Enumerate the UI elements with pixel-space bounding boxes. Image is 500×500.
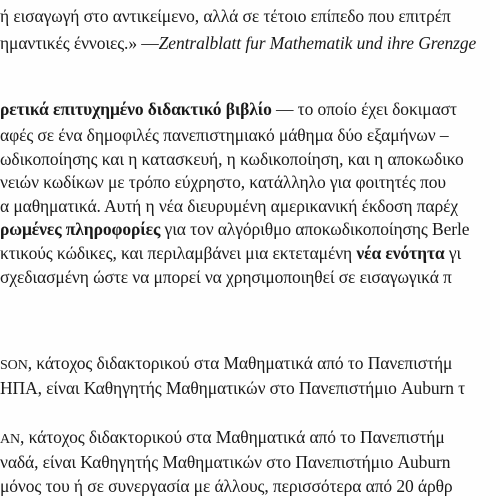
author-2-line-1 [0,427,445,450]
description-line-8 [0,267,452,287]
quote-source: Zentralblatt fur Mathematik und ihre Grenzge [158,33,477,53]
description-line-4 [0,172,446,192]
author-1-line-1 [0,353,452,376]
description-text-7a: κτικούς κώδικες, και περιλαμβάνει μια εκτεταμένη [0,243,357,263]
description-text-5: α μαθηματικά. Αυτή η νέα διευρυμένη αμερικανική έκδοση παρέχ [0,196,458,216]
description-emphasis-1: ρετικά επιτυχημένο διδακτικό βιβλίο [0,99,272,119]
author-2-text-3: μόνος του ή σε συνεργασία με άλλους, περισσότερα από 20 άρθρ [0,476,453,496]
author-2-text-2: ναδά, είναι Καθηγητής Μαθηματικών στο Πανεπιστήμιο Auburn [0,452,451,472]
description-line-1 [0,99,457,119]
author-2-line-2 [0,452,450,472]
description-text-8: σχεδιασμένη ώστε να μπορεί να χρησιμοποιηθεί σε εισαγωγικά π [0,267,452,287]
quote-text-2: ημαντικές έννοιες.» — [0,33,159,53]
description-text-2: αφές σε ένα δημοφιλές πανεπιστημιακό μάθημα δύο εξαμήνων – [0,125,449,145]
description-emphasis-3: νέα ενότητα [356,243,445,263]
quote-text-1: ή εισαγωγή στο αντικείμενο, αλλά σε τέτοιο επίπεδο που επιτρέπ [0,6,451,26]
description-text-4: νειών κωδίκων με τρόπο εύχρηστο, κατάλληλο για φοιτητές που [0,172,446,192]
description-line-2 [0,125,449,145]
author-1-line-2 [0,378,465,398]
author-2-name: AN [0,432,21,447]
description-line-3 [0,149,464,169]
author-1-text-1: , κάτοχος διδακτορικού στα Μαθηματικά από το Πανεπιστήμ [27,353,453,373]
quote-line-2 [0,33,476,53]
description-emphasis-2: ρωμένες πληροφορίες [0,219,161,239]
description-line-5 [0,196,458,216]
description-line-6 [0,219,469,239]
quote-line-1 [0,6,451,26]
author-2-line-3 [0,476,453,496]
description-text-3: ωδικοποίησης και η κατασκευή, η κωδικοποίηση, και η αποκωδικο [0,149,464,169]
description-line-7 [0,243,461,263]
description-text-1: — το οποίο έχει δοκιμαστ [271,99,457,119]
author-1-text-2: ΗΠΑ, είναι Καθηγητής Μαθηματικών στο Πανεπιστήμιο Auburn τ [0,378,466,398]
author-1-name: SON [0,358,28,373]
author-2-text-1: , κάτοχος διδακτορικού στα Μαθηματικά από το Πανεπιστήμ [20,427,445,447]
description-text-7c: γι [444,243,462,263]
description-text-6: για τον αλγόριθμο αποκωδικοποίησης Berle [160,219,470,239]
